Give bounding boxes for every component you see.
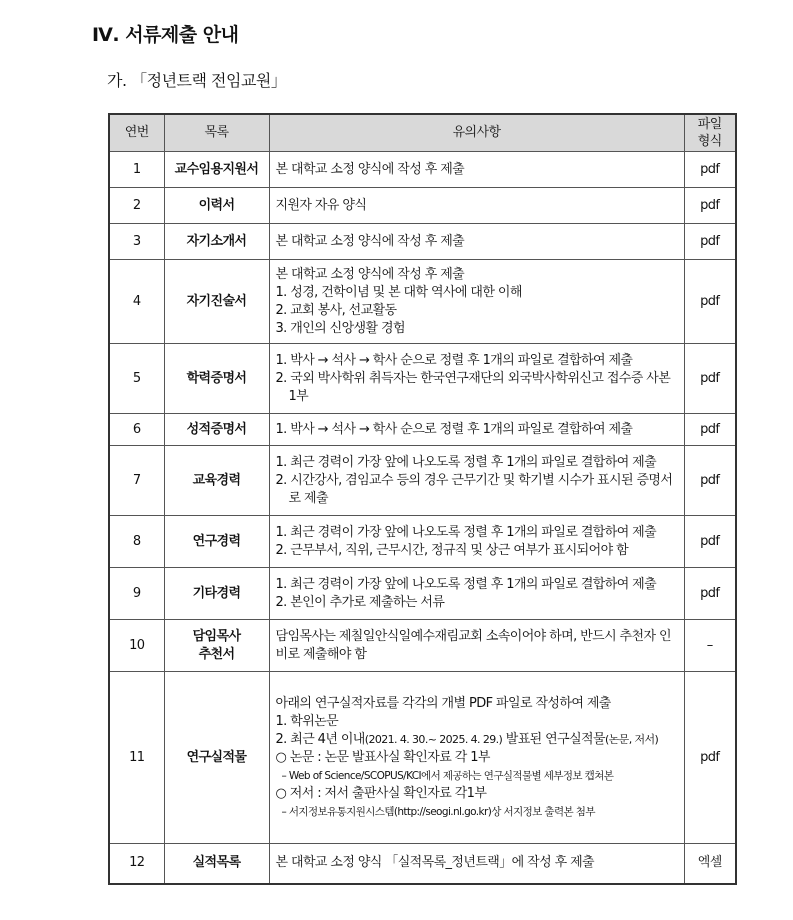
table-row: [109, 672, 736, 844]
row-format: pdf: [684, 188, 736, 224]
row-notes: [269, 344, 684, 414]
note-line: 본 대학교 소정 양식에 작성 후 제출: [275, 161, 465, 177]
header-format-line-2: 형식: [697, 134, 722, 149]
header-format: [684, 114, 736, 152]
note-line: 2. 시간강사, 겸임교수 등의 경우 근무기간 및 학기별 시수가 표시된 증명서로 제출: [275, 472, 673, 506]
section-title: Ⅳ. 서류제출 안내: [92, 24, 239, 46]
note-date-range: (2021. 4. 30.~ 2025. 4. 29.): [364, 732, 503, 746]
table-header-row: [109, 114, 736, 152]
row-num: 6: [109, 414, 164, 446]
row-num: 2: [109, 188, 164, 224]
row-notes: [269, 844, 684, 884]
row-item-line-2: 추천서: [198, 646, 235, 662]
row-item: 기타경력: [164, 568, 269, 620]
row-format: pdf: [684, 672, 736, 844]
note-segment-small: (논문, 저서): [604, 732, 659, 746]
table-row: [109, 568, 736, 620]
note-line: [276, 731, 680, 749]
note-line: ○ 저서 : 저서 출판사실 확인자료 각1부: [275, 785, 487, 801]
row-item: [164, 620, 269, 672]
table-row: [109, 516, 736, 568]
header-format-line-1: 파일: [697, 117, 722, 132]
row-notes: [269, 672, 684, 844]
note-segment: 2. 최근 4년 이내: [275, 731, 365, 747]
row-format: pdf: [684, 152, 736, 188]
row-item: 실적목록: [164, 844, 269, 884]
header-num: 연번: [109, 114, 164, 152]
row-format: pdf: [684, 414, 736, 446]
row-format: pdf: [684, 568, 736, 620]
note-line: 1. 성경, 건학이념 및 본 대학 역사에 대한 이해: [275, 284, 522, 300]
note-line: 지원자 자유 양식: [275, 197, 367, 213]
header-notes: 유의사항: [269, 114, 684, 152]
row-num: 8: [109, 516, 164, 568]
table-row: [109, 152, 736, 188]
sub-title: 가. 「정년트랙 전임교원」: [107, 71, 287, 90]
row-format: –: [684, 620, 736, 672]
row-num: 9: [109, 568, 164, 620]
row-item-line-1: 담임목사: [192, 628, 241, 644]
table-row: [109, 446, 736, 516]
note-line: 본 대학교 소정 양식에 작성 후 제출: [275, 266, 465, 282]
row-num: 1: [109, 152, 164, 188]
row-item: 학력증명서: [164, 344, 269, 414]
note-line: 2. 본인이 추가로 제출하는 서류: [275, 594, 445, 610]
row-format: pdf: [684, 516, 736, 568]
row-num: 10: [109, 620, 164, 672]
table-row: [109, 344, 736, 414]
note-line: 2. 국외 박사학위 취득자는 한국연구재단의 외국박사학위신고 접수증 사본 1부: [275, 370, 671, 404]
note-line: 아래의 연구실적자료를 각각의 개별 PDF 파일로 작성하여 제출: [275, 695, 611, 711]
row-format: pdf: [684, 224, 736, 260]
row-item: 이력서: [164, 188, 269, 224]
row-item: 연구경력: [164, 516, 269, 568]
note-segment: 발표된 연구실적물: [502, 731, 605, 747]
row-notes: [269, 188, 684, 224]
row-item: 연구실적물: [164, 672, 269, 844]
row-notes: [269, 152, 684, 188]
row-item: 자기진술서: [164, 260, 269, 344]
table-row: [109, 188, 736, 224]
table-row: [109, 844, 736, 884]
table-row: [109, 260, 736, 344]
row-notes: [269, 260, 684, 344]
note-line: 1. 최근 경력이 가장 앞에 나오도록 정렬 후 1개의 파일로 결합하여 제출: [275, 524, 657, 540]
row-notes: [269, 620, 684, 672]
note-line: 담임목사는 제칠일안식일예수재림교회 소속이어야 하며, 반드시 추천자 인비로 제출해야 함: [275, 628, 671, 662]
row-notes: [269, 224, 684, 260]
note-subline: – Web of Science/SCOPUS/KCI에서 제공하는 연구실적물별 세부정보 캡쳐본: [281, 769, 614, 782]
row-notes: [269, 446, 684, 516]
row-format: pdf: [684, 260, 736, 344]
row-num: 4: [109, 260, 164, 344]
note-line: 본 대학교 소정 양식 「실적목록_정년트랙」에 작성 후 제출: [275, 855, 595, 871]
note-line: 본 대학교 소정 양식에 작성 후 제출: [275, 233, 465, 249]
row-format: pdf: [684, 344, 736, 414]
row-num: 5: [109, 344, 164, 414]
table-row: [109, 414, 736, 446]
note-line: 1. 최근 경력이 가장 앞에 나오도록 정렬 후 1개의 파일로 결합하여 제출: [275, 576, 657, 592]
row-num: 7: [109, 446, 164, 516]
note-line: 1. 박사 → 석사 → 학사 순으로 정렬 후 1개의 파일로 결합하여 제출: [275, 352, 633, 368]
row-num: 3: [109, 224, 164, 260]
row-notes: [269, 516, 684, 568]
row-notes: [269, 568, 684, 620]
note-line: 1. 학위논문: [275, 713, 339, 729]
header-item: 목록: [164, 114, 269, 152]
note-line: 2. 근무부서, 직위, 근무시간, 정규직 및 상근 여부가 표시되어야 함: [275, 542, 629, 558]
note-line: 2. 교회 봉사, 선교활동: [275, 302, 397, 318]
row-num: 11: [109, 672, 164, 844]
row-num: 12: [109, 844, 164, 884]
row-item: 교수임용지원서: [164, 152, 269, 188]
row-format: pdf: [684, 446, 736, 516]
documents-table: [108, 113, 737, 885]
row-item: 성적증명서: [164, 414, 269, 446]
row-notes: [269, 414, 684, 446]
note-line: 1. 박사 → 석사 → 학사 순으로 정렬 후 1개의 파일로 결합하여 제출: [275, 421, 633, 437]
table-row: [109, 224, 736, 260]
row-format: 엑셀: [684, 844, 736, 884]
note-line: ○ 논문 : 논문 발표사실 확인자료 각 1부: [275, 749, 490, 765]
note-line: 1. 최근 경력이 가장 앞에 나오도록 정렬 후 1개의 파일로 결합하여 제출: [275, 454, 657, 470]
row-item: 교육경력: [164, 446, 269, 516]
note-subline: – 서지정보유통지원시스템(http://seogi.nl.go.kr)상 서지정보 출력본 첨부: [281, 805, 595, 818]
note-line: 3. 개인의 신앙생활 경험: [275, 320, 405, 336]
table-row: [109, 620, 736, 672]
row-item: 자기소개서: [164, 224, 269, 260]
